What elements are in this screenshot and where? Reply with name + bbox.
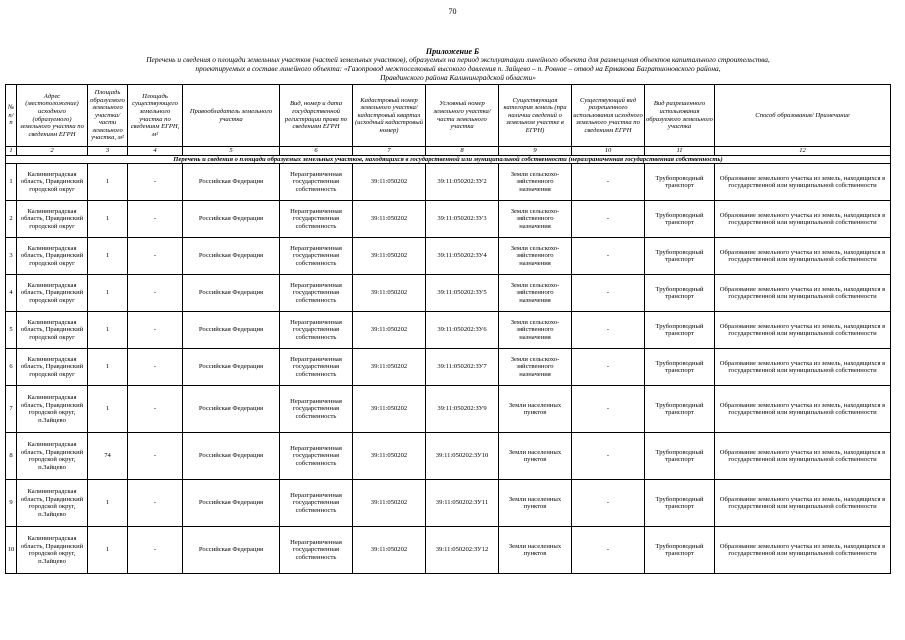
- cell-address: Калининградская область, Правдинский городской округ: [17, 164, 88, 201]
- table-row: [6, 480, 891, 527]
- column-number: 4: [128, 147, 183, 156]
- cell-address: Калининградская область, Правдинский городской округ: [17, 201, 88, 238]
- cell-category: Земли сельскохо-зяйственного назначения: [499, 238, 572, 275]
- cell-owner: Российская Федерация: [183, 275, 280, 312]
- cell-n: 8: [6, 433, 17, 480]
- table-row: [6, 433, 891, 480]
- cell-right: Неразграниченная государственная собственность: [280, 349, 353, 386]
- cell-cadastral: 39:11:050202: [353, 527, 426, 574]
- cell-area: 1: [88, 480, 128, 527]
- cell-owner: Российская Федерация: [183, 527, 280, 574]
- cell-area: 1: [88, 386, 128, 433]
- table-row: [6, 312, 891, 349]
- column-number: 12: [715, 147, 891, 156]
- header-cell: Вид, номер и дата государственной регистрации права по сведениям ЕГРН: [280, 85, 353, 147]
- cell-cadastral: 39:11:050202: [353, 312, 426, 349]
- cell-address: Калининградская область, Правдинский городской округ: [17, 312, 88, 349]
- cell-method: Образование земельного участка из земель, находящихся в государственной или муниципальной собственности: [715, 386, 891, 433]
- cell-new-use: Трубопроводный транспорт: [645, 201, 715, 238]
- cell-existing-area: -: [128, 527, 183, 574]
- cell-right: Неразграниченная государственная собственность: [280, 527, 353, 574]
- table-row: [6, 238, 891, 275]
- cell-owner: Российская Федерация: [183, 349, 280, 386]
- header-cell: Существующая категория земель (при наличии сведений о земельном участке в ЕГРН): [499, 85, 572, 147]
- cell-category: Земли сельскохо-зяйственного назначения: [499, 312, 572, 349]
- cell-conditional: 39:11:050202:ЗУ3: [426, 201, 499, 238]
- cell-existing-use: -: [572, 386, 645, 433]
- header-cell: Существующий вид разрешенного использования исходного земельного участка по сведениям ЕГРН: [572, 85, 645, 147]
- cell-n: 1: [6, 164, 17, 201]
- cell-address: Калининградская область, Правдинский городской округ, п.Зайцево: [17, 386, 88, 433]
- cell-category: Земли сельскохо-зяйственного назначения: [499, 275, 572, 312]
- cell-method: Образование земельного участка из земель, находящихся в государственной или муниципальной собственности: [715, 480, 891, 527]
- cell-n: 4: [6, 275, 17, 312]
- cell-right: Неразграниченная государственная собственность: [280, 164, 353, 201]
- cell-new-use: Трубопроводный транспорт: [645, 164, 715, 201]
- cell-existing-use: -: [572, 312, 645, 349]
- column-number: 9: [499, 147, 572, 156]
- column-number: 5: [183, 147, 280, 156]
- cell-cadastral: 39:11:050202: [353, 238, 426, 275]
- cell-owner: Российская Федерация: [183, 312, 280, 349]
- cell-new-use: Трубопроводный транспорт: [645, 312, 715, 349]
- cell-method: Образование земельного участка из земель, находящихся в государственной или муниципальной собственности: [715, 201, 891, 238]
- cell-address: Калининградская область, Правдинский городской округ: [17, 349, 88, 386]
- table-row: [6, 386, 891, 433]
- header-cell: Способ образования/ Примечание: [715, 85, 891, 147]
- appendix-title: Приложение Б: [425, 47, 480, 56]
- header-cell: Правообладатель земельного участка: [183, 85, 280, 147]
- cell-existing-area: -: [128, 349, 183, 386]
- header-cell: Адрес (местоположение) исходного (образуемого) земельного участка по сведениям ЕГРН: [17, 85, 88, 147]
- column-number: 6: [280, 147, 353, 156]
- cell-area: 1: [88, 238, 128, 275]
- cell-cadastral: 39:11:050202: [353, 275, 426, 312]
- cell-owner: Российская Федерация: [183, 164, 280, 201]
- cell-conditional: 39:11:050202:ЗУ11: [426, 480, 499, 527]
- cell-method: Образование земельного участка из земель, находящихся в государственной или муниципальной собственности: [715, 349, 891, 386]
- section-row: [6, 155, 891, 164]
- cell-existing-use: -: [572, 164, 645, 201]
- cell-existing-use: -: [572, 480, 645, 527]
- cell-owner: Российская Федерация: [183, 386, 280, 433]
- cell-category: Земли населенных пунктов: [499, 433, 572, 480]
- cell-n: 2: [6, 201, 17, 238]
- column-number: 10: [572, 147, 645, 156]
- cell-method: Образование земельного участка из земель, находящихся в государственной или муниципальной собственности: [715, 238, 891, 275]
- cell-cadastral: 39:11:050202: [353, 164, 426, 201]
- cell-existing-area: -: [128, 433, 183, 480]
- column-number: 1: [6, 147, 17, 156]
- table-row: [6, 527, 891, 574]
- cell-existing-use: -: [572, 433, 645, 480]
- cell-existing-area: -: [128, 480, 183, 527]
- cell-n: 7: [6, 386, 17, 433]
- column-number: 8: [426, 147, 499, 156]
- cell-right: Неразграниченная государственная собственность: [280, 275, 353, 312]
- land-plots-table: [5, 84, 891, 574]
- cell-address: Калининградская область, Правдинский городской округ: [17, 238, 88, 275]
- cell-area: 1: [88, 275, 128, 312]
- cell-area: 1: [88, 527, 128, 574]
- cell-category: Земли сельскохо-зяйственного назначения: [499, 349, 572, 386]
- table-row: [6, 201, 891, 238]
- document-title: [28, 55, 888, 82]
- column-number: 7: [353, 147, 426, 156]
- cell-n: 10: [6, 527, 17, 574]
- cell-address: Калининградская область, Правдинский городской округ, п.Зайцево: [17, 480, 88, 527]
- cell-right: Неразграниченная государственная собственность: [280, 201, 353, 238]
- cell-method: Образование земельного участка из земель, находящихся в государственной или муниципальной собственности: [715, 164, 891, 201]
- cell-right: Неразграниченная государственная собственность: [280, 386, 353, 433]
- cell-area: 1: [88, 201, 128, 238]
- cell-area: 1: [88, 349, 128, 386]
- cell-existing-use: -: [572, 349, 645, 386]
- cell-n: 5: [6, 312, 17, 349]
- cell-owner: Российская Федерация: [183, 480, 280, 527]
- header-cell: Условный номер земельного участка/части земельного участка: [426, 85, 499, 147]
- cell-existing-area: -: [128, 386, 183, 433]
- table-row: [6, 164, 891, 201]
- cell-conditional: 39:11:050202:ЗУ9: [426, 386, 499, 433]
- cell-existing-area: -: [128, 238, 183, 275]
- cell-existing-area: -: [128, 312, 183, 349]
- cell-area: 74: [88, 433, 128, 480]
- cell-area: 1: [88, 164, 128, 201]
- column-number: 3: [88, 147, 128, 156]
- cell-conditional: 39:11:050202:ЗУ6: [426, 312, 499, 349]
- cell-right: Неразграниченная государственная собственность: [280, 312, 353, 349]
- cell-address: Калининградская область, Правдинский городской округ: [17, 275, 88, 312]
- section-title: Перечень и сведения о площади образуемых земельных участков, находящихся в государственной или муниципальной собственности (неразграниченная государственная собственность): [6, 155, 891, 164]
- cell-conditional: 39:11:050202:ЗУ10: [426, 433, 499, 480]
- cell-new-use: Трубопроводный транспорт: [645, 275, 715, 312]
- cell-cadastral: 39:11:050202: [353, 386, 426, 433]
- header-cell: Площадь существующего земельного участка по сведениям ЕГРН, м²: [128, 85, 183, 147]
- cell-cadastral: 39:11:050202: [353, 433, 426, 480]
- column-numbers-row: [6, 147, 891, 156]
- cell-right: Неразграниченная государственная собственность: [280, 480, 353, 527]
- cell-category: Земли сельскохо-зяйственного назначения: [499, 201, 572, 238]
- cell-existing-use: -: [572, 201, 645, 238]
- cell-new-use: Трубопроводный транспорт: [645, 349, 715, 386]
- header-cell: Вид разрешенного использования образуемого земельного участка: [645, 85, 715, 147]
- cell-new-use: Трубопроводный транспорт: [645, 480, 715, 527]
- cell-method: Образование земельного участка из земель, находящихся в государственной или муниципальной собственности: [715, 433, 891, 480]
- cell-existing-use: -: [572, 275, 645, 312]
- title-line: проектируемых в составе линейного объекта: «Газопровод межпоселковый высокого давления п. Зайцево – п. Ровное – отвод на Ермакова Багратионовского района,: [195, 64, 721, 73]
- header-cell: Кадастровый номер земельного участка/ кадастровый квартал (исходный кадастровый номер): [353, 85, 426, 147]
- column-number: 2: [17, 147, 88, 156]
- table-row: [6, 349, 891, 386]
- cell-address: Калининградская область, Правдинский городской округ, п.Зайцево: [17, 527, 88, 574]
- cell-new-use: Трубопроводный транспорт: [645, 238, 715, 275]
- title-line: Правдинского района Калининградской области»: [380, 73, 536, 82]
- cell-conditional: 39:11:050202:ЗУ2: [426, 164, 499, 201]
- page-number: 70: [448, 7, 457, 16]
- cell-method: Образование земельного участка из земель, находящихся в государственной или муниципальной собственности: [715, 527, 891, 574]
- cell-right: Неразграниченная государственная собственность: [280, 238, 353, 275]
- cell-existing-use: -: [572, 527, 645, 574]
- header-row: [6, 85, 891, 147]
- cell-new-use: Трубопроводный транспорт: [645, 527, 715, 574]
- cell-cadastral: 39:11:050202: [353, 480, 426, 527]
- cell-conditional: 39:11:050202:ЗУ7: [426, 349, 499, 386]
- cell-n: 9: [6, 480, 17, 527]
- cell-address: Калининградская область, Правдинский городской округ, п.Зайцево: [17, 433, 88, 480]
- cell-existing-use: -: [572, 238, 645, 275]
- cell-existing-area: -: [128, 275, 183, 312]
- header-cell: Площадь образуемого земельного участка/ части земельного участка, м²: [88, 85, 128, 147]
- cell-area: 1: [88, 312, 128, 349]
- cell-conditional: 39:11:050202:ЗУ12: [426, 527, 499, 574]
- title-line: Перечень и сведения о площади земельных участков (частей земельных участков), образуемых на период эксплуатации линейного объекта для размещения объектов капитального строительства,: [146, 55, 770, 64]
- cell-cadastral: 39:11:050202: [353, 201, 426, 238]
- cell-owner: Российская Федерация: [183, 201, 280, 238]
- column-number: 11: [645, 147, 715, 156]
- cell-n: 3: [6, 238, 17, 275]
- cell-right: Неразграниченная государственная собственность: [280, 433, 353, 480]
- cell-category: Земли населенных пунктов: [499, 386, 572, 433]
- cell-new-use: Трубопроводный транспорт: [645, 386, 715, 433]
- cell-conditional: 39:11:050202:ЗУ5: [426, 275, 499, 312]
- cell-method: Образование земельного участка из земель, находящихся в государственной или муниципальной собственности: [715, 275, 891, 312]
- cell-owner: Российская Федерация: [183, 238, 280, 275]
- cell-category: Земли населенных пунктов: [499, 480, 572, 527]
- cell-existing-area: -: [128, 201, 183, 238]
- cell-owner: Российская Федерация: [183, 433, 280, 480]
- cell-cadastral: 39:11:050202: [353, 349, 426, 386]
- table-row: [6, 275, 891, 312]
- cell-n: 6: [6, 349, 17, 386]
- cell-existing-area: -: [128, 164, 183, 201]
- cell-category: Земли сельскохо-зяйственного назначения: [499, 164, 572, 201]
- cell-new-use: Трубопроводный транспорт: [645, 433, 715, 480]
- cell-conditional: 39:11:050202:ЗУ4: [426, 238, 499, 275]
- cell-method: Образование земельного участка из земель, находящихся в государственной или муниципальной собственности: [715, 312, 891, 349]
- cell-category: Земли населенных пунктов: [499, 527, 572, 574]
- header-cell: № п/п: [6, 85, 17, 147]
